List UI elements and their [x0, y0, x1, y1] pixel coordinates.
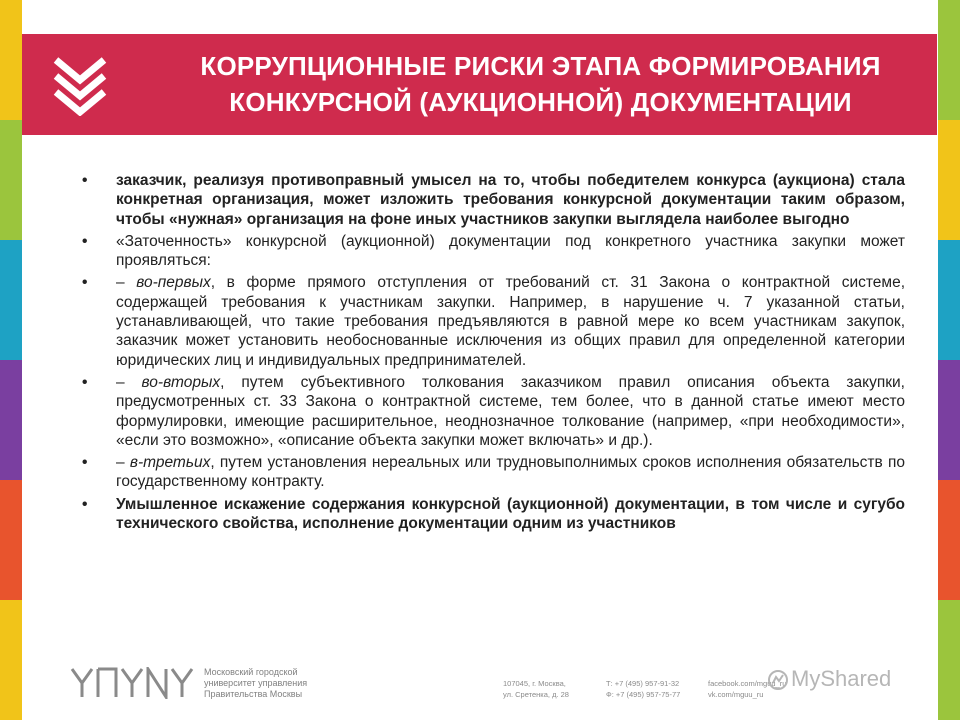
stripe	[938, 120, 960, 240]
list-item	[82, 373, 905, 450]
stripe	[938, 0, 960, 120]
address-line: 107045, г. Москва,	[503, 679, 566, 688]
list-item-text	[116, 454, 905, 490]
list-item-body: , путем установления нереальных или трудновыполнимых сроков исполнения обязательств по государственному контракту.	[116, 454, 905, 491]
slide-title	[152, 48, 929, 120]
stripe	[0, 120, 22, 240]
stripe	[938, 360, 960, 480]
social-link: facebook.com/mguu_ru	[708, 679, 787, 688]
phone-info	[606, 678, 680, 700]
university-line: университет управления	[204, 678, 308, 688]
emphasis: во-вторых	[141, 373, 221, 391]
list-item	[82, 232, 905, 271]
phone-line: Ф: +7 (495) 957-75-77	[606, 690, 681, 699]
list-item-text	[116, 374, 905, 449]
stripe	[938, 480, 960, 600]
emphasis: в-третьих	[129, 454, 211, 472]
university-line: Правительства Москвы	[204, 689, 303, 699]
bullet-dot: •	[82, 454, 88, 472]
list-item	[82, 453, 905, 492]
list-item-text: заказчик, реализуя противоправный умысел на то, чтобы победителем конкурса (аукциона) стала конкретная организация, может изложить требования конкурсной документации таким образом, чтобы «нужная» организация на фоне иных участников закупки выглядела наиболее выгодно	[116, 172, 905, 228]
footer	[22, 652, 938, 720]
stripe	[938, 600, 960, 720]
bullet-dot: •	[82, 274, 88, 292]
list-item	[82, 273, 905, 369]
stripe	[0, 600, 22, 720]
list-item-body: , путем субъективного толкования заказчиком правил описания объекта закупки, предусмотренных ст. 33 Закона о контрактной системе, тем более, что в данной статье имеют место формулировки, имеющие расширительное, неоднозначное толкование (например, «при необходимости», «если это возможно», «описание объекта закупки может включать» и др.).	[116, 373, 905, 449]
stripe	[0, 240, 22, 360]
phone-line: Т: +7 (495) 957-91-32	[606, 679, 680, 688]
title-banner	[22, 34, 937, 135]
bullet-list	[82, 171, 905, 536]
title-line: КОРРУПЦИОННЫЕ РИСКИ ЭТАПА ФОРМИРОВАНИЯ	[200, 51, 881, 81]
stripe	[938, 240, 960, 360]
dash: –	[116, 274, 137, 292]
list-item	[82, 495, 905, 534]
bullet-dot: •	[82, 495, 88, 513]
watermark	[767, 666, 891, 692]
stripe	[0, 0, 22, 120]
chevrons-down-icon	[52, 54, 108, 116]
social-link: vk.com/mguu_ru	[708, 690, 764, 699]
stripe	[0, 360, 22, 480]
university-line: Московский городской	[204, 667, 298, 677]
dash: –	[116, 454, 130, 472]
mgupp-logo-icon	[70, 667, 196, 699]
slide	[22, 0, 938, 720]
right-color-stripes	[938, 0, 960, 720]
emphasis: во-первых	[136, 274, 211, 292]
bullet-dot: •	[82, 373, 88, 391]
title-line: КОНКУРСНОЙ (АУКЦИОННОЙ) ДОКУМЕНТАЦИИ	[229, 87, 852, 117]
university-name	[204, 667, 307, 700]
bullet-dot: •	[82, 232, 88, 250]
stripe	[0, 480, 22, 600]
address-line: ул. Сретенка, д. 28	[503, 690, 569, 699]
bullet-dot: •	[82, 172, 88, 189]
list-item-text: «Заточенность» конкурсной (аукционной) документации под конкретного участника закупки может проявляться:	[116, 232, 905, 270]
list-item-body: , в форме прямого отступления от требований ст. 31 Закона о контрактной системе, содержащей требования к участникам закупки. Например, в нарушение ч. 7 указанной статьи, устанавливающей, что такие требования предъявляются в равной мере ко всем участникам закупок, заказчик может установить необоснованные исключения из общих правил для определенной категории юридических лиц и индивидуальных предпринимателей.	[116, 274, 905, 369]
watermark-logo-icon	[767, 669, 789, 691]
list-item	[82, 171, 905, 229]
left-color-stripes	[0, 0, 22, 720]
watermark-text: MyShared	[791, 666, 892, 691]
dash: –	[116, 373, 142, 391]
list-item-text: Умышленное искажение содержания конкурсной (аукционной) документации, в том числе и сугубо технического свойства, исполнение документации одним из участников	[116, 495, 905, 533]
address	[503, 678, 569, 700]
list-item-text	[116, 274, 905, 368]
